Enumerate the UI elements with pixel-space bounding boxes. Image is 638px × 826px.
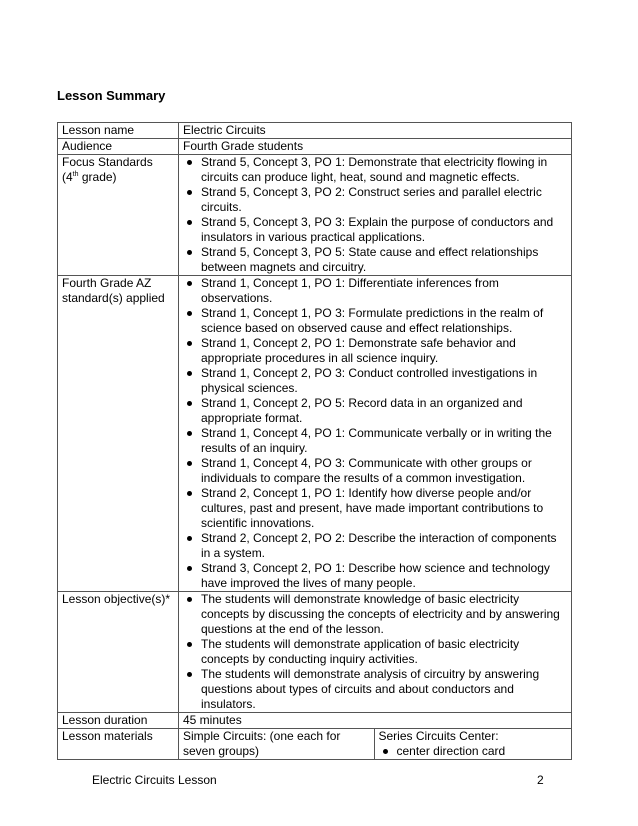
list-item: The students will demonstrate knowledge of basic electricity concepts by discussing the concepts of electricity and by answering questions at the end of the lesson.	[183, 592, 567, 637]
list-item: The students will demonstrate application of basic electricity concepts by conducting inquiry activities.	[183, 637, 567, 667]
row-value	[179, 729, 572, 760]
row-label	[58, 155, 179, 276]
list-item: Strand 1, Concept 4, PO 1: Communicate verbally or in writing the results of an inquiry.	[183, 426, 567, 456]
table-row	[58, 139, 572, 155]
row-value: Fourth Grade students	[179, 139, 572, 155]
list-item: Strand 5, Concept 3, PO 2: Construct series and parallel electric circuits.	[183, 185, 567, 215]
list-item: Strand 1, Concept 4, PO 3: Communicate with other groups or individuals to compare the results of a common investigation.	[183, 456, 567, 486]
table-row	[58, 155, 572, 276]
row-value	[179, 155, 572, 276]
list-item: Strand 5, Concept 3, PO 5: State cause and effect relationships between magnets and circuitry.	[183, 245, 567, 275]
row-value: 45 minutes	[179, 713, 572, 729]
page-heading: Lesson Summary	[57, 88, 166, 103]
table-row	[58, 729, 572, 760]
list-item: Strand 5, Concept 3, PO 1: Demonstrate that electricity flowing in circuits can produce light, heat, sound and magnetic effects.	[183, 155, 567, 185]
row-value: Electric Circuits	[179, 123, 572, 139]
focus-label-grade-close: grade)	[78, 170, 117, 184]
row-label: Lesson objective(s)*	[58, 592, 179, 713]
footer-title: Electric Circuits Lesson	[92, 773, 217, 787]
list-item: Strand 2, Concept 2, PO 2: Describe the interaction of components in a system.	[183, 531, 567, 561]
table-row	[58, 123, 572, 139]
row-label: Fourth Grade AZ standard(s) applied	[58, 276, 179, 592]
row-label: Lesson materials	[58, 729, 179, 760]
focus-standards-list	[183, 155, 567, 275]
focus-label-line1: Focus Standards	[62, 155, 153, 169]
row-label: Lesson name	[58, 123, 179, 139]
objectives-list	[183, 592, 567, 712]
list-item: Strand 1, Concept 2, PO 1: Demonstrate safe behavior and appropriate procedures in all science inquiry.	[183, 336, 567, 366]
list-item: Strand 1, Concept 1, PO 3: Formulate predictions in the realm of science based on observed cause and effect relationships.	[183, 306, 567, 336]
series-center-list	[379, 744, 572, 759]
row-label: Audience	[58, 139, 179, 155]
list-item: The students will demonstrate analysis of circuitry by answering questions about types of circuits and about conductors and insulators.	[183, 667, 567, 712]
table-row	[58, 713, 572, 729]
series-center-title: Series Circuits Center:	[378, 729, 499, 743]
list-item: Strand 1, Concept 2, PO 3: Conduct controlled investigations in physical sciences.	[183, 366, 567, 396]
table-row	[58, 276, 572, 592]
table-row	[58, 592, 572, 713]
focus-label-grade-open: (4	[62, 170, 73, 184]
materials-simple-circuits: Simple Circuits: (one each for seven groups)	[183, 729, 341, 758]
list-item: center direction card	[379, 744, 572, 759]
list-item: Strand 1, Concept 2, PO 5: Record data in an organized and appropriate format.	[183, 396, 567, 426]
focus-label-grade-sup: th	[72, 171, 79, 178]
page-number: 2	[537, 773, 544, 787]
row-value	[179, 592, 572, 713]
row-label: Lesson duration	[58, 713, 179, 729]
az-standards-list	[183, 276, 567, 591]
lesson-summary-table	[57, 122, 572, 760]
row-value	[179, 276, 572, 592]
materials-subtable	[183, 729, 571, 759]
list-item: Strand 1, Concept 1, PO 1: Differentiate inferences from observations.	[183, 276, 567, 306]
list-item: Strand 5, Concept 3, PO 3: Explain the purpose of conductors and insulators in various practical applications.	[183, 215, 567, 245]
list-item: Strand 3, Concept 2, PO 1: Describe how science and technology have improved the lives of many people.	[183, 561, 567, 591]
materials-series-center	[374, 729, 571, 759]
list-item: Strand 2, Concept 1, PO 1: Identify how diverse people and/or cultures, past and present, have made important contributions to scientific innovations.	[183, 486, 567, 531]
